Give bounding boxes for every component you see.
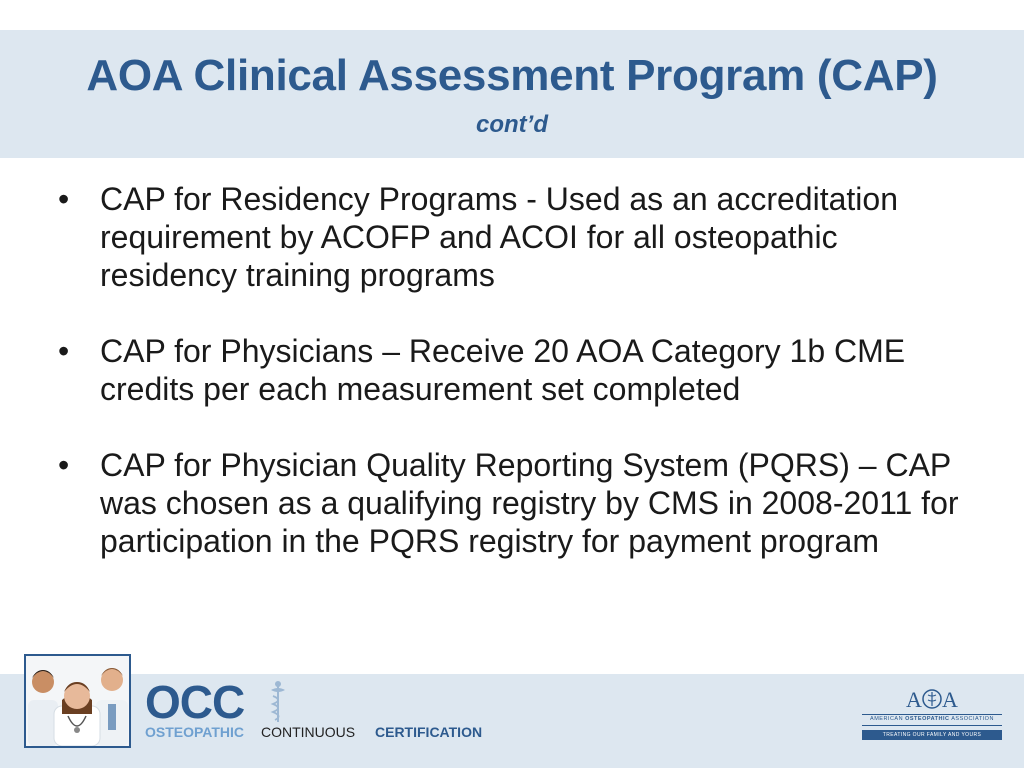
bullet-item [58, 180, 978, 294]
aoa-divider [862, 725, 1002, 726]
occ-logo [145, 678, 505, 748]
aoa-name: AMERICAN OSTEOPATHIC ASSOCIATION [870, 716, 994, 722]
occ-word-certification: CERTIFICATION [375, 724, 483, 740]
bullet-text: CAP for Residency Programs - Used as an accreditation requirement by ACOFP and ACOI for all osteopathic residency training programs [100, 181, 898, 293]
bullet-list [58, 180, 978, 598]
slide-title: AOA Clinical Assessment Program (CAP) [86, 51, 938, 100]
bullet-text: CAP for Physician Quality Reporting System (PQRS) – CAP was chosen as a qualifying registry by CMS in 2008-2011 for participation in the PQRS registry for payment program [100, 447, 959, 559]
slide-subtitle: cont’d [476, 111, 548, 138]
aoa-tagline: TREATING OUR FAMILY AND YOURS [862, 730, 1002, 740]
svg-text:A: A [942, 687, 958, 712]
bullet-marker: • [58, 181, 70, 217]
bullet-marker: • [58, 333, 70, 369]
occ-acronym: OCC [145, 676, 245, 728]
header-band [0, 30, 1024, 158]
svg-text:A: A [906, 687, 922, 712]
doctors-photo [24, 654, 131, 748]
bullet-text: CAP for Physicians – Receive 20 AOA Category 1b CME credits per each measurement set completed [100, 333, 906, 407]
bullet-marker: • [58, 447, 70, 483]
occ-word-osteopathic: OSTEOPATHIC [145, 724, 245, 740]
bullet-item [58, 446, 978, 560]
occ-word-continuous: CONTINUOUS [261, 724, 356, 740]
aoa-divider [862, 714, 1002, 715]
aoa-logo [862, 683, 1002, 743]
bullet-item [58, 332, 978, 408]
caduceus-icon [267, 680, 289, 729]
aoa-emblem-icon [900, 683, 964, 713]
